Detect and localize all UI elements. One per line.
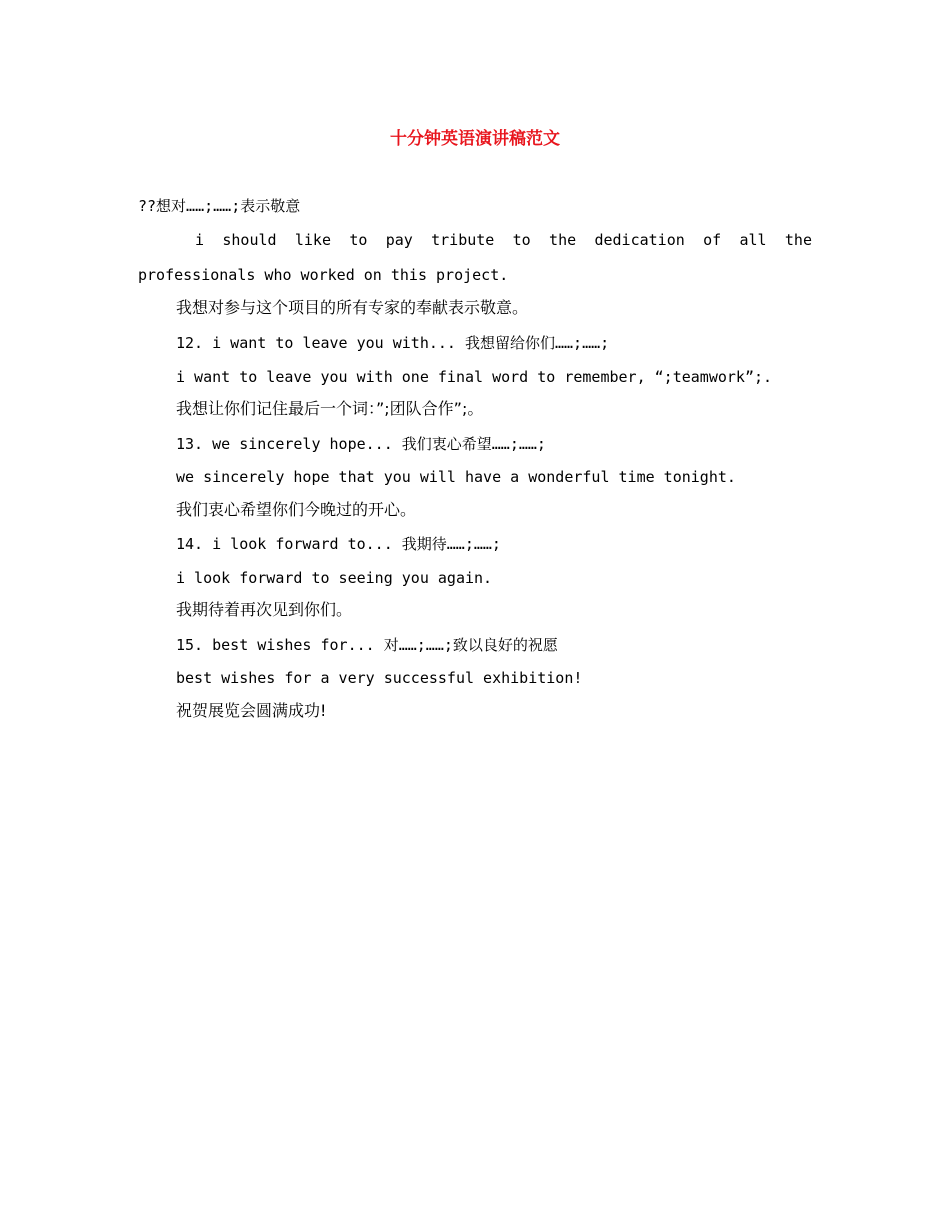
- text-line: best wishes for a very successful exhibition!: [176, 669, 583, 687]
- text-line: i look forward to seeing you again.: [176, 569, 493, 587]
- text-line: 我想对参与这个项目的所有专家的奉献表示敬意。: [176, 298, 529, 317]
- text-line: professionals who worked on this project.: [138, 266, 509, 284]
- text-line: 我们衷心希望你们今晚过的开心。: [176, 500, 417, 519]
- text-line: i should like to pay tribute to the dedication of all the: [195, 231, 812, 249]
- text-line: 祝贺展览会圆满成功!: [176, 701, 327, 720]
- document-title: 十分钟英语演讲稿范文: [390, 129, 560, 149]
- text-line: ??想对……;……;表示敬意: [138, 197, 301, 215]
- text-line: 我期待着再次见到你们。: [176, 600, 353, 619]
- text-line: 我想让你们记住最后一个词：”;团队合作”;。: [176, 399, 484, 418]
- text-line: 13. we sincerely hope... 我们衷心希望……;……;: [176, 435, 546, 453]
- text-line: 14. i look forward to... 我期待……;……;: [176, 535, 501, 553]
- text-line: 15. best wishes for... 对……;……;致以良好的祝愿: [176, 636, 558, 654]
- text-line: we sincerely hope that you will have a wonderful time tonight.: [176, 468, 736, 486]
- text-line: i want to leave you with one final word to remember, “;teamwork”;.: [176, 368, 773, 386]
- text-line: 12. i want to leave you with... 我想留给你们……;……;: [176, 334, 610, 352]
